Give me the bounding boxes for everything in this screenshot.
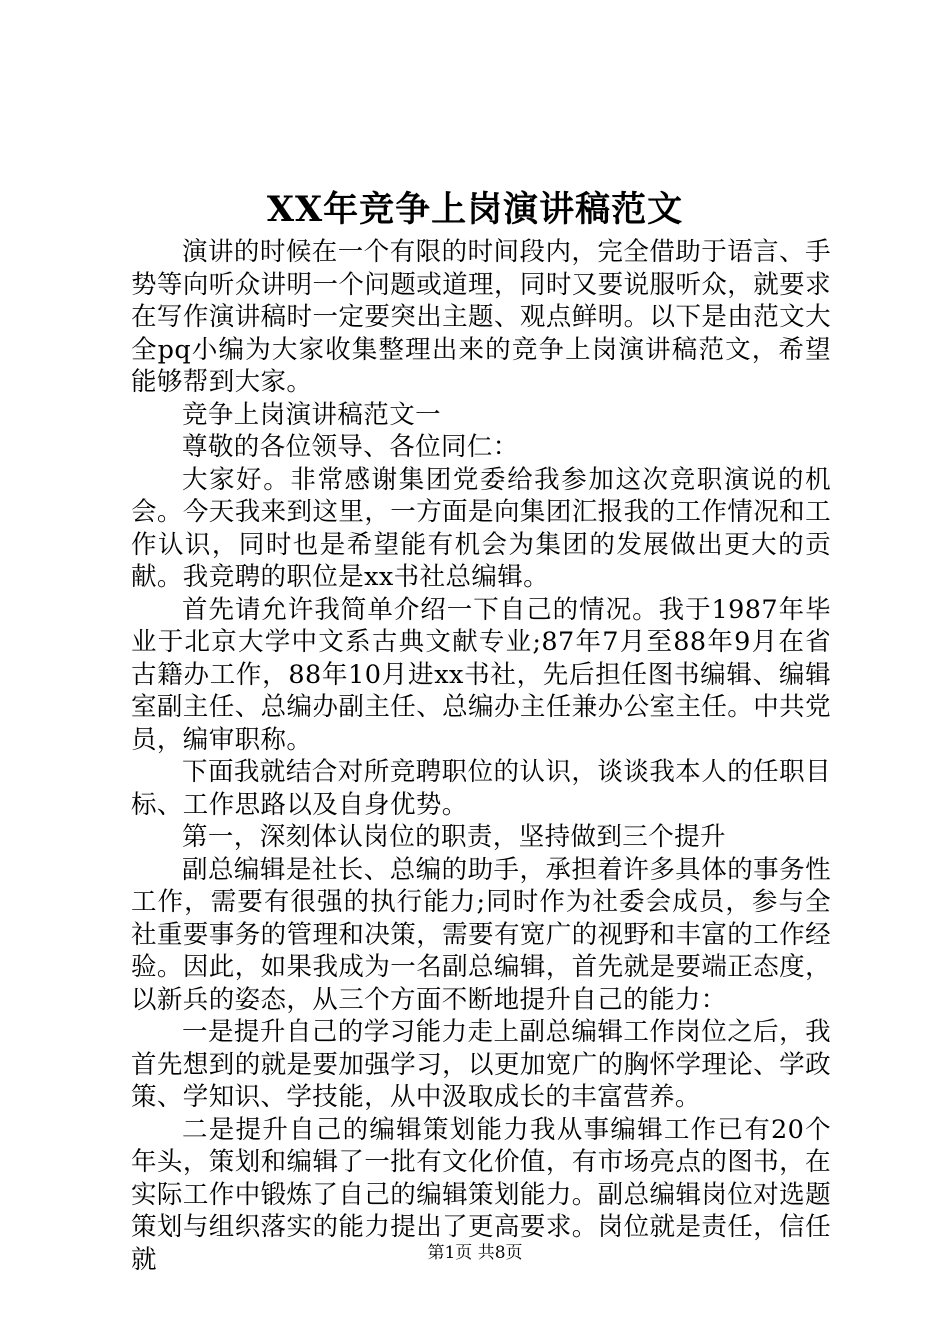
paragraph-greeting: 大家好。非常感谢集团党委给我参加这次竞职演说的机会。今天我来到这里，一方面是向集团汇报我的工作情况和工作认识，同时也是希望能有机会为集团的发展做出更大的贡献。我竞聘的职位是xx书社总编辑。 [131,464,831,592]
paragraph-learning-ability: 一是提升自己的学习能力走上副总编辑工作岗位之后，我首先想到的就是要加强学习，以更加宽广的胸怀学理论、学政策、学知识、学技能，从中汲取成长的丰富营养。 [131,1017,831,1112]
paragraph-point-one-heading: 第一，深刻体认岗位的职责，坚持做到三个提升 [182,822,726,852]
paragraph-salutation: 尊敬的各位领导、各位同仁： [182,432,519,462]
paragraph-overview: 下面我就结合对所竞聘职位的认识，谈谈我本人的任职目标、工作思路以及自身优势。 [131,757,831,820]
document-title: XX年竞争上岗演讲稿范文 [266,189,684,230]
paragraph-section-heading: 竞争上岗演讲稿范文一 [182,399,442,430]
paragraph-self-introduction: 首先请允许我简单介绍一下自己的情况。我于1987年毕业于北京大学中文系古典文献专业;87年7月至88年9月在省古籍办工作，88年10月进xx书社，先后担任图书编辑、编辑室副主任、总编办副主任、总编办主任兼办公室主任。中共党员，编审职称。 [131,594,831,755]
paragraph-intro: 演讲的时候在一个有限的时间段内，完全借助于语言、手势等向听众讲明一个问题或道理，同时又要说服听众，就要求在写作演讲稿时一定要突出主题、观点鲜明。以下是由范文大全pq小编为大家收集整理出来的竞争上岗演讲稿范文，希望能够帮到大家。 [131,237,831,397]
paragraph-editing-ability: 二是提升自己的编辑策划能力我从事编辑工作已有20个年头，策划和编辑了一批有文化价值，有市场亮点的图书，在实际工作中锻炼了自己的编辑策划能力。副总编辑岗位对选题策划与组织落实的能力提出了更高要求。岗位就是责任，信任就 [131,1114,831,1275]
document-body [131,236,831,1276]
paragraph-role-description: 副总编辑是社长、总编的助手，承担着许多具体的事务性工作，需要有很强的执行能力;同时作为社委会成员，参与全社重要事务的管理和决策，需要有宽广的视野和丰富的工作经验。因此，如果我成为一名副总编辑，首先就是要端正态度，以新兵的姿态，从三个方面不断地提升自己的能力： [131,854,831,1015]
page-number-footer: 第1页 共8页 [427,1243,523,1263]
